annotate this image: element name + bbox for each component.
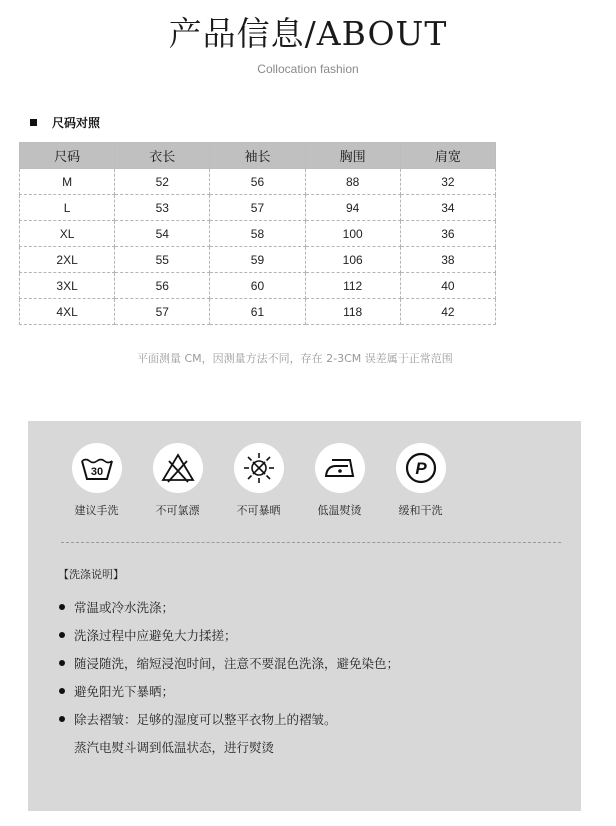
table-cell: 61	[210, 299, 305, 325]
table-cell: 118	[305, 299, 400, 325]
table-cell: 56	[115, 273, 210, 299]
wash-instructions-list	[59, 593, 399, 761]
table-cell: XL	[20, 221, 115, 247]
table-cell: 53	[115, 195, 210, 221]
care-panel	[28, 421, 581, 811]
list-item: 常温或冷水洗涤；	[59, 593, 399, 621]
table-row	[20, 221, 496, 247]
table-cell: L	[20, 195, 115, 221]
size-chart-table	[19, 142, 496, 325]
table-cell: 32	[400, 169, 495, 195]
care-item-low-iron	[299, 443, 380, 518]
dashed-divider	[61, 542, 561, 543]
table-row	[20, 169, 496, 195]
care-label: 不可暴晒	[236, 504, 281, 517]
table-cell: 112	[305, 273, 400, 299]
table-cell: 106	[305, 247, 400, 273]
wash-instructions-title: 【洗涤说明】	[58, 568, 124, 581]
square-bullet-icon	[30, 119, 37, 126]
care-label: 建议手洗	[74, 504, 119, 517]
table-row	[20, 299, 496, 325]
wash-30-icon	[79, 453, 115, 483]
table-cell: 88	[305, 169, 400, 195]
table-cell: 94	[305, 195, 400, 221]
care-item-no-sun	[218, 443, 299, 518]
care-item-dry-clean	[380, 443, 461, 518]
table-cell: 4XL	[20, 299, 115, 325]
table-cell: 59	[210, 247, 305, 273]
list-item: 洗涤过程中应避免大力揉搓；	[59, 621, 399, 649]
bullet-icon	[59, 604, 65, 610]
page-subtitle: Collocation fashion	[257, 62, 359, 76]
table-cell: 38	[400, 247, 495, 273]
table-cell: 2XL	[20, 247, 115, 273]
column-header: 肩宽	[400, 143, 495, 169]
no-bleach-icon	[160, 452, 196, 484]
list-item: 随浸随洗，缩短浸泡时间，注意不要混色洗涤，避免染色；	[59, 649, 399, 677]
size-chart-heading	[30, 114, 100, 131]
bullet-icon	[59, 716, 65, 722]
table-cell: 34	[400, 195, 495, 221]
table-cell: 57	[115, 299, 210, 325]
table-cell: 57	[210, 195, 305, 221]
table-cell: 55	[115, 247, 210, 273]
table-cell: 42	[400, 299, 495, 325]
table-cell: 40	[400, 273, 495, 299]
table-row	[20, 247, 496, 273]
care-label: 低温熨烫	[317, 504, 362, 517]
low-iron-icon	[322, 454, 358, 482]
page-title: 产品信息/ABOUT	[168, 14, 448, 53]
list-item-continuation: 蒸汽电熨斗调到低温状态，进行熨烫	[74, 740, 275, 755]
care-label: 不可氯漂	[155, 504, 200, 517]
column-header: 袖长	[210, 143, 305, 169]
dry-clean-p-icon	[404, 451, 438, 485]
measurement-note: 平面测量 CM，因测量方法不同，存在 2-3CM 误差属于正常范围	[137, 352, 453, 365]
list-item: 避免阳光下暴晒；	[59, 677, 399, 705]
table-row	[20, 195, 496, 221]
no-sun-dry-icon	[241, 450, 277, 486]
column-header: 尺码	[20, 143, 115, 169]
care-item-no-bleach	[137, 443, 218, 518]
wash-temperature-text: 30	[90, 466, 103, 478]
table-cell: 52	[115, 169, 210, 195]
care-label: 缓和干洗	[398, 504, 443, 517]
table-cell: 58	[210, 221, 305, 247]
care-item-hand-wash	[56, 443, 137, 518]
bullet-icon	[59, 688, 65, 694]
table-cell: M	[20, 169, 115, 195]
bullet-icon	[59, 660, 65, 666]
table-cell: 60	[210, 273, 305, 299]
bullet-icon	[59, 632, 65, 638]
table-header-row	[20, 143, 496, 169]
table-row	[20, 273, 496, 299]
list-item: 除去褶皱：足够的湿度可以整平衣物上的褶皱。	[59, 705, 399, 733]
care-icons-row	[56, 443, 461, 518]
table-cell: 100	[305, 221, 400, 247]
column-header: 衣长	[115, 143, 210, 169]
table-cell: 36	[400, 221, 495, 247]
table-cell: 56	[210, 169, 305, 195]
size-chart-heading-label: 尺码对照	[52, 116, 101, 130]
dry-clean-letter: P	[414, 459, 427, 478]
table-cell: 54	[115, 221, 210, 247]
table-cell: 3XL	[20, 273, 115, 299]
column-header: 胸围	[305, 143, 400, 169]
